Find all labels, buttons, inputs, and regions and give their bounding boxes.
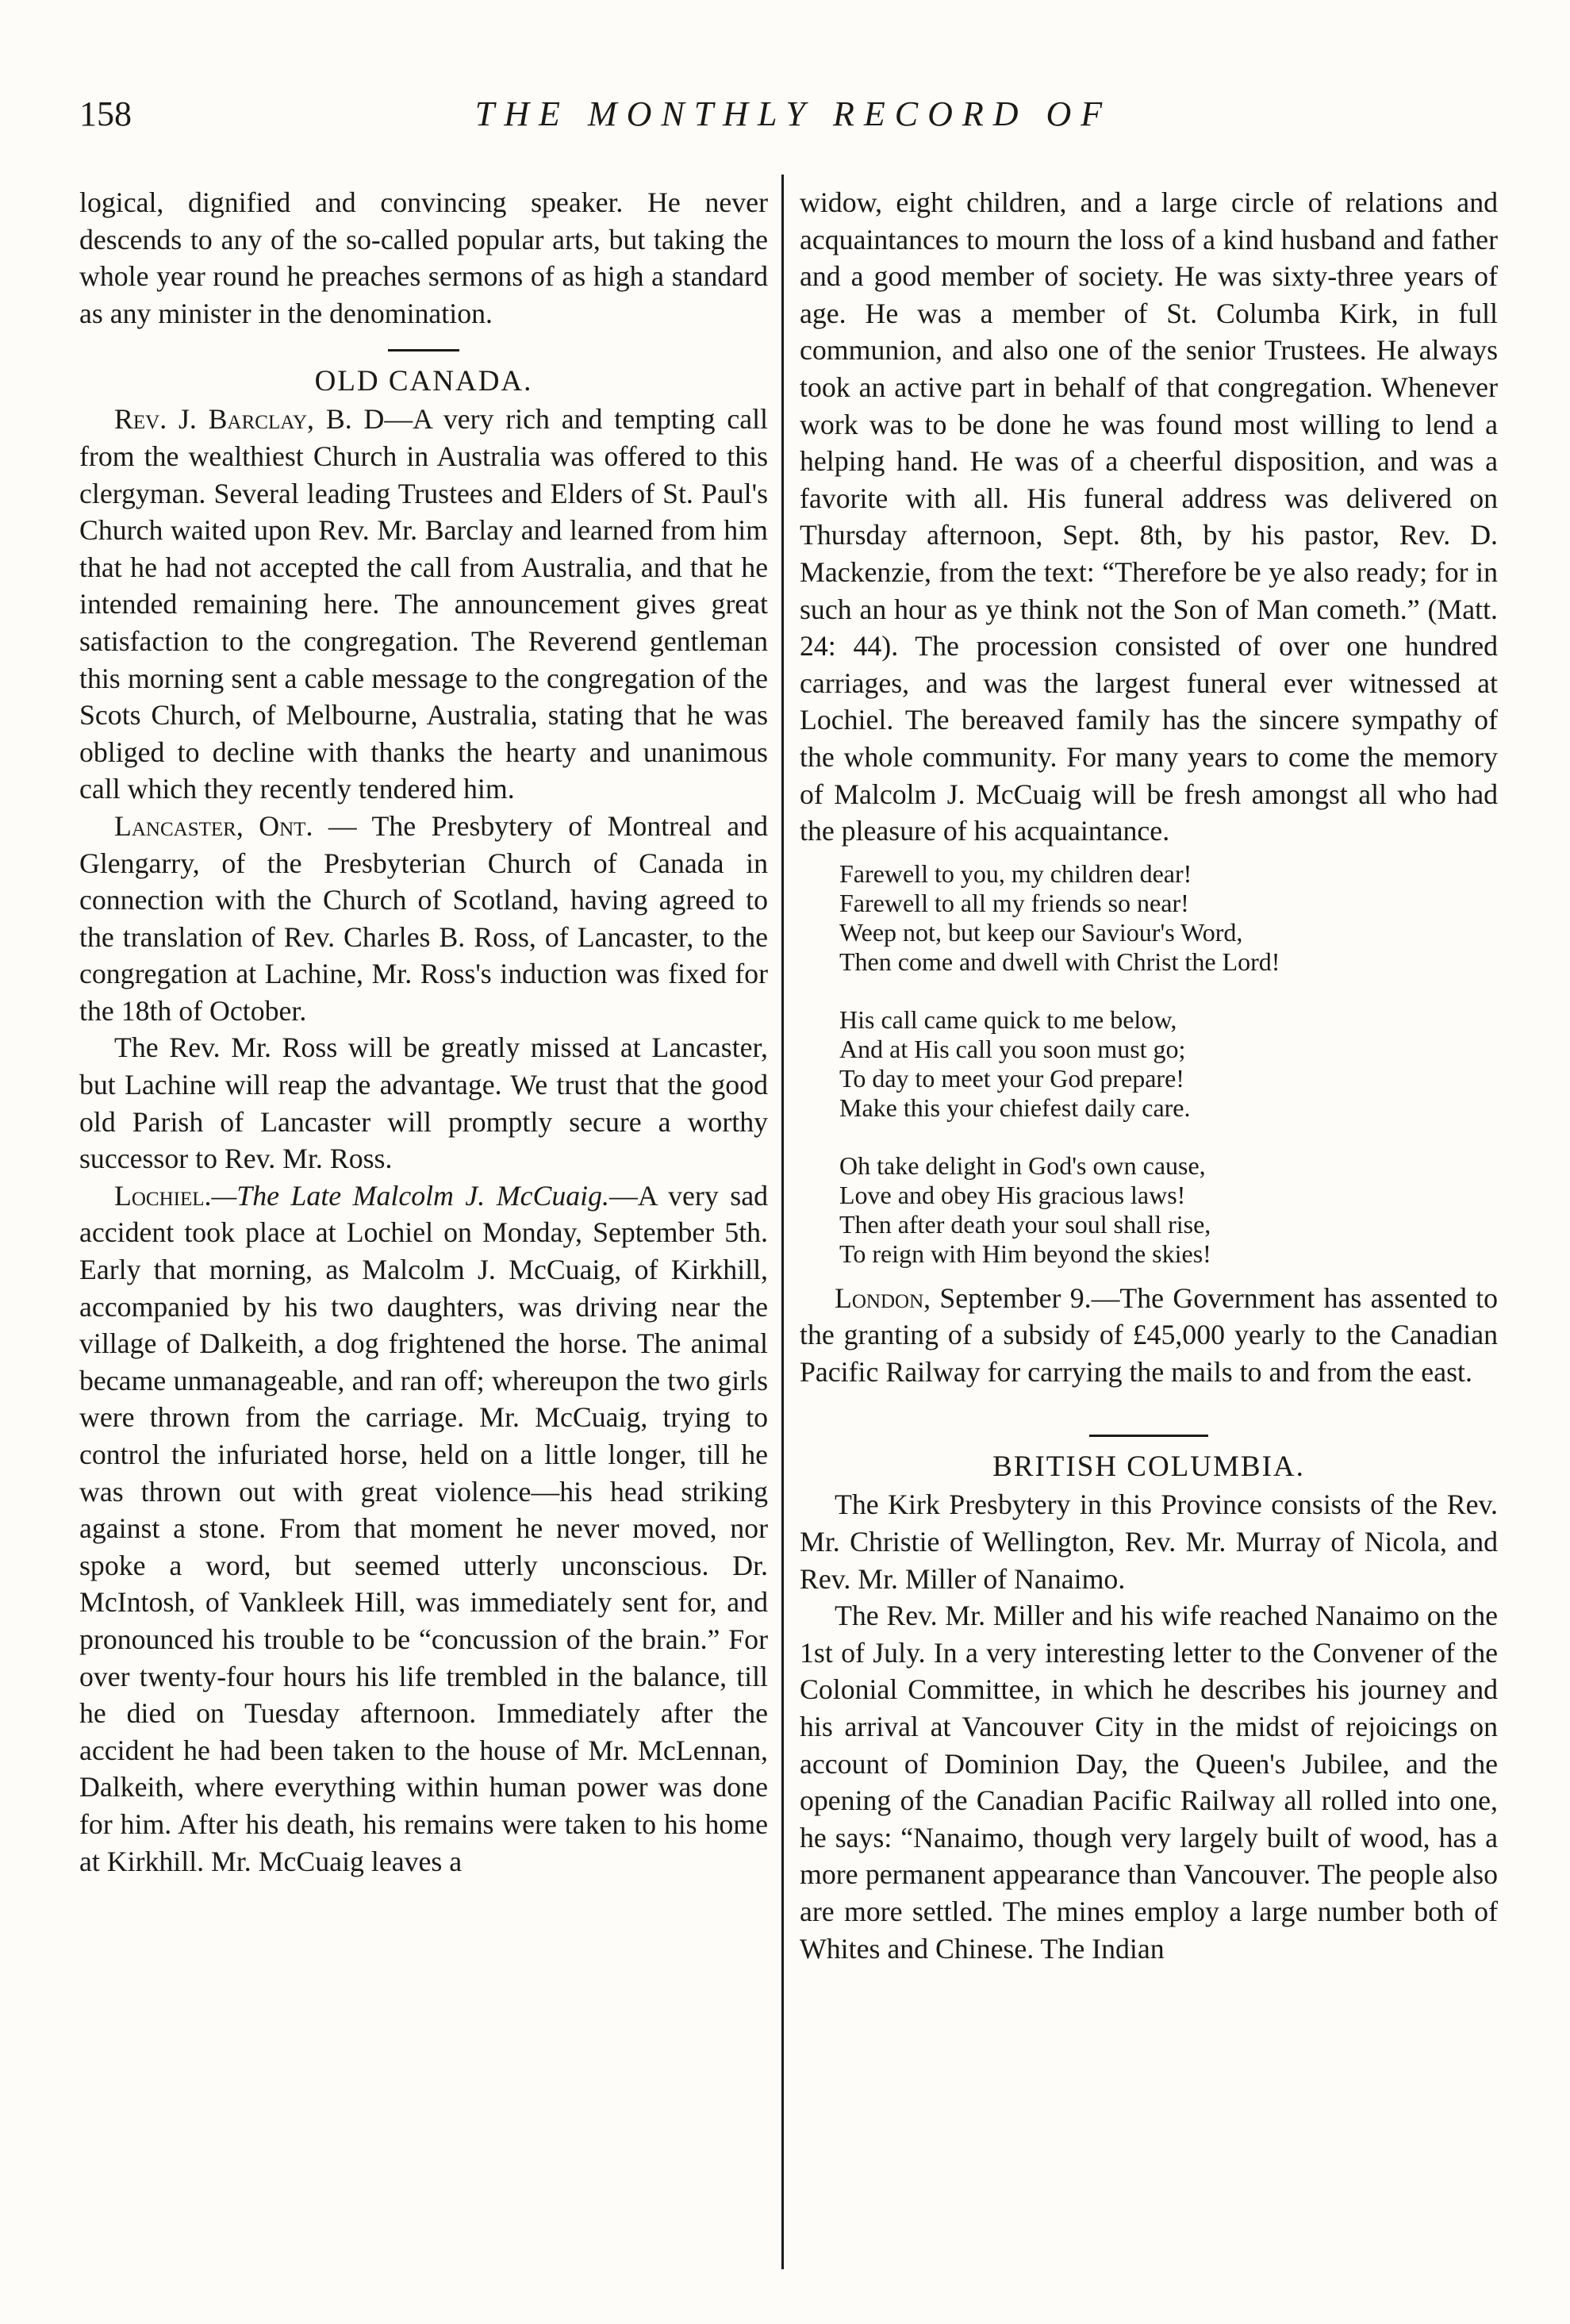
poem <box>839 859 1498 1269</box>
poem-line: Make this your chiefest daily care. <box>839 1093 1191 1122</box>
poem-line: Love and obey His gracious laws! <box>839 1180 1186 1209</box>
paragraph-lead: London, <box>835 1281 931 1314</box>
poem-line: Farewell to you, my children dear! <box>839 859 1192 888</box>
poem-line: Then come and dwell with Christ the Lord! <box>839 947 1280 976</box>
paragraph-italic-title: —The Late Malcolm J. McCuaig. <box>211 1179 609 1212</box>
paragraph-text: September 9.—The Government has assented to the granting of a subsidy of £45,000 yearly to the Canadian Pacific Railway for carrying the mails to and from the east. <box>800 1281 1498 1388</box>
section-title-old-canada: OLD CANADA. <box>314 365 533 398</box>
poem-line: To reign with Him beyond the skies! <box>839 1239 1211 1268</box>
paragraph-ross: The Rev. Mr. Ross will be greatly missed at Lancaster, but Lachine will reap the advantage. We trust that the good old Parish of Lancaster will promptly secure a worthy successor to Rev. Mr. Ross. <box>79 1031 768 1175</box>
section-divider <box>1089 1435 1208 1437</box>
poem-line: Oh take delight in God's own cause, <box>839 1150 1206 1180</box>
right-column <box>800 184 1498 1967</box>
poem-line: And at His call you soon must go; <box>839 1034 1186 1063</box>
paragraph-continuation: widow, eight children, and a large circle of relations and acquaintances to mourn the loss of a kind husband and father and a good member of society. He was sixty-three years of age. He was a member of St. Columba Kirk, in full communion, and also one of the senior Trustees. He always took an active part in behalf of that congregation. Whenever work was to be done he was found most willing to lend a helping hand. He was of a cheerful disposition, and was a favorite with all. His funeral address was delivered on Thursday afternoon, Sept. 8th, by his pastor, Rev. D. Mackenzie, from the text: “Therefore be ye also ready; for in such an hour as ye think not the Son of Man cometh.” (Matt. 24: 44). The procession consisted of over one hundred carriages, and was the largest funeral ever witnessed at Lochiel. The bereaved family has the sincere sympathy of the whole community. For many years to come the memory of Malcolm J. McCuaig will be fresh amongst all who had the pleasure of his acquaintance. <box>800 186 1498 847</box>
paragraph-barclay <box>79 401 768 808</box>
paragraph-lancaster <box>79 808 768 1030</box>
poem-stanza <box>839 859 1498 977</box>
poem-line: Then after death your soul shall rise, <box>839 1209 1211 1239</box>
page-header <box>79 94 1507 141</box>
poem-line: To day to meet your God prepare! <box>839 1063 1184 1093</box>
column-rule <box>781 175 784 2269</box>
intro-paragraph: logical, dignified and convincing speaker. He never descends to any of the so-called popular arts, but taking the whole year round he preaches sermons of as high a standard as any minister in the denomination. <box>79 186 768 329</box>
paragraph-presbytery: The Kirk Presbytery in this Province consists of the Rev. Mr. Christie of Wellington, Rev. Mr. Murray of Nicola, and Rev. Mr. Miller of Nanaimo. <box>800 1489 1498 1595</box>
paragraph-london <box>800 1280 1498 1391</box>
paragraph-lead: Lancaster, Ont. <box>114 809 313 842</box>
paragraph-text: —A very rich and tempting call from the wealthiest Church in Australia was offered to this clergyman. Several leading Trustees and Elders of St. Paul's Church waited upon Rev. Mr. Barclay and learned from him that he had not accepted the call from Australia, and that he intended remaining here. The announcement gives great satisfaction to the congregation. The Reverend gentleman this morning sent a cable message to the congregation of the Scots Church, of Melbourne, Australia, stating that he was obliged to decline with thanks the hearty and unanimous call which they recently tendered him. <box>79 403 768 805</box>
paragraph-text: —A very sad accident took place at Lochiel on Monday, September 5th. Early that morning, as Malcolm J. McCuaig, of Kirkhill, accompanied by his two daughters, was driving near the village of Dalkeith, a dog frightened the horse. The animal became unmanageable, and ran off; whereupon the two girls were thrown from the carriage. Mr. McCuaig, trying to control the infuriated horse, held on a little longer, till he was thrown out with great violence—his head striking against a stone. From that moment he never moved, nor spoke a word, but seemed utterly unconscious. Dr. McIntosh, of Vankleek Hill, was immediately sent for, and pronounced his trouble to be “concussion of the brain.” For over twenty-four hours his life trembled in the balance, till he died on Tuesday afternoon. Immediately after the accident he had been taken to the house of Mr. McLennan, Dalkeith, where everything within human power was done for him. After his death, his remains were taken to his home at Kirkhill. Mr. McCuaig leaves a <box>79 1179 768 1877</box>
running-title: THE MONTHLY RECORD OF <box>474 94 1112 133</box>
poem-stanza <box>839 1005 1498 1123</box>
paragraph-miller: The Rev. Mr. Miller and his wife reached Nanaimo on the 1st of July. In a very interesting letter to the Convener of the Colonial Committee, in which he describes his journey and his arrival at Vancouver City in the midst of rejoicings on account of Dominion Day, the Queen's Jubilee, and the opening of the Canadian Pacific Railway all rolled into one, he says: “Nanaimo, though very largely built of wood, has a more permanent appearance than Vancouver. The people also are more settled. The mines employ a large number both of Whites and Chinese. The Indian <box>800 1600 1498 1965</box>
poem-line: Weep not, but keep our Saviour's Word, <box>839 917 1243 947</box>
poem-line: His call came quick to me below, <box>839 1005 1177 1034</box>
left-column <box>79 184 768 1880</box>
section-title-british-columbia: BRITISH COLUMBIA. <box>992 1450 1305 1484</box>
paragraph-lead: Rev. J. Barclay, B. D <box>114 403 385 436</box>
paragraph-lead: Lochiel. <box>114 1179 212 1212</box>
poem-line: Farewell to all my friends so near! <box>839 888 1189 917</box>
paragraph-lochiel <box>79 1177 768 1880</box>
poem-stanza <box>839 1151 1498 1269</box>
paragraph-text: — The Presbytery of Montreal and Glengarry, of the Presbyterian Church of Canada in connection with the Church of Scotland, having agreed to the translation of Rev. Charles B. Ross, of Lancaster, to the congregation at Lachine, Mr. Ross's induction was fixed for the 18th of October. <box>79 809 768 1027</box>
page-number: 158 <box>79 94 132 133</box>
section-divider <box>388 349 459 351</box>
